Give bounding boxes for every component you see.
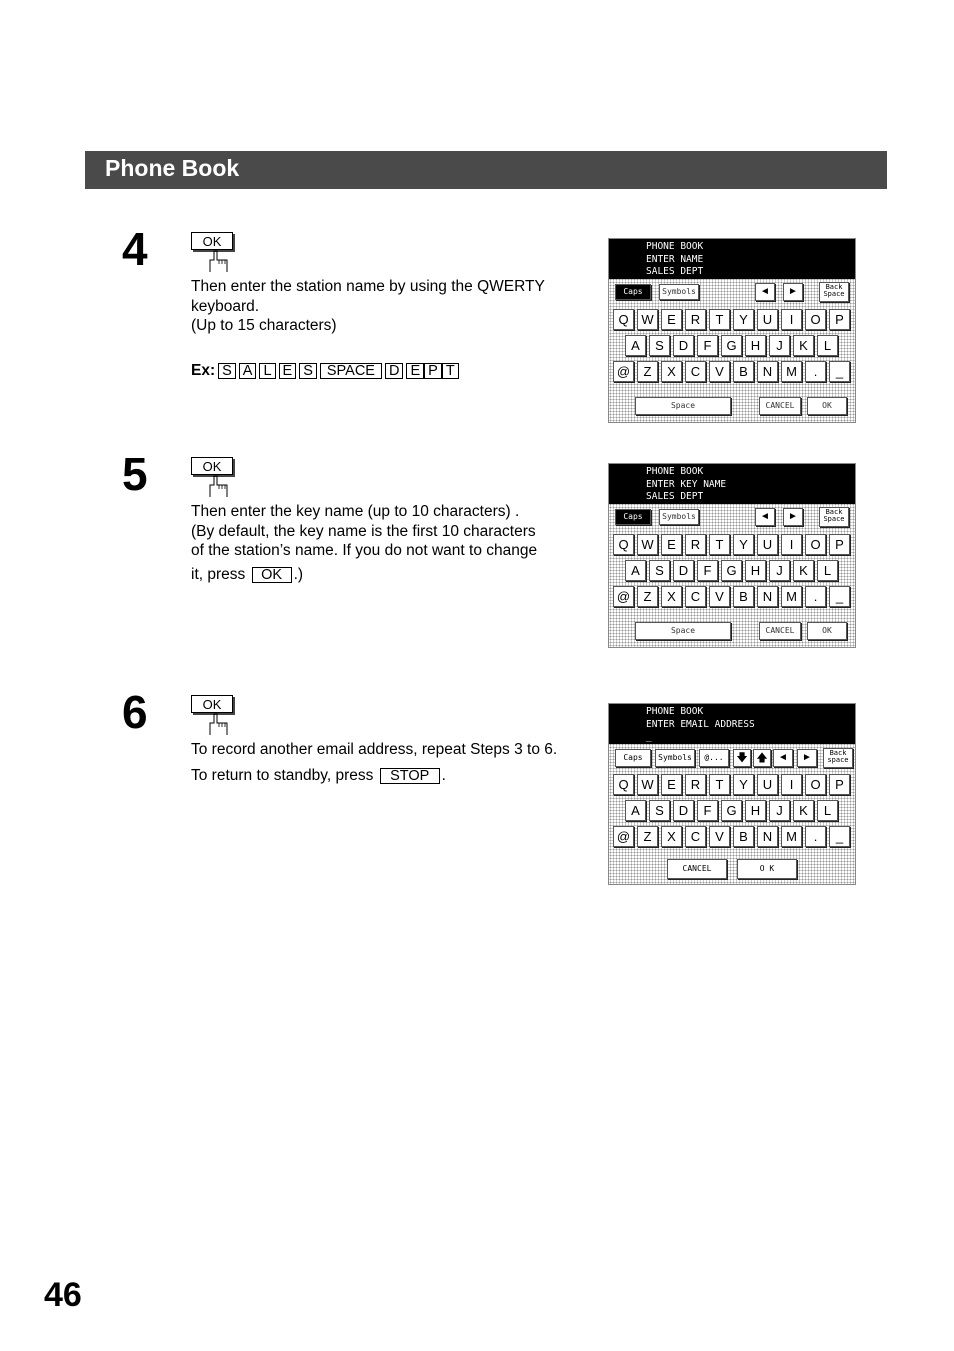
key-p[interactable]: P (829, 534, 850, 555)
back-space-label: Back (825, 508, 843, 516)
step-number: 5 (122, 448, 148, 500)
key-g[interactable]: G (721, 335, 742, 356)
key-c[interactable]: C (685, 586, 706, 607)
example-key: E (406, 363, 424, 379)
symbols-key[interactable]: Symbols (659, 284, 699, 300)
back-space-key[interactable] (823, 748, 853, 768)
lcd-line: ENTER EMAIL ADDRESS (646, 718, 755, 730)
key-underscore[interactable]: _ (829, 826, 850, 847)
back-space-label: Space (823, 515, 845, 523)
lcd-line: PHONE BOOK (646, 241, 704, 252)
key-m[interactable]: M (781, 586, 802, 607)
example-key: S (218, 363, 236, 379)
text-line: of the station’s name. If you do not want to change (191, 542, 538, 559)
key-c[interactable]: C (685, 826, 706, 847)
key-h[interactable]: H (745, 335, 766, 356)
key-p[interactable]: P (829, 309, 850, 330)
key-t[interactable]: T (709, 309, 730, 330)
section-title: Phone Book (105, 155, 240, 181)
key-a[interactable]: A (625, 335, 646, 356)
lcd-panel-enter-name (608, 238, 856, 423)
key-j[interactable]: J (769, 560, 790, 581)
key-y[interactable]: Y (733, 774, 754, 795)
key-v[interactable]: V (709, 826, 730, 847)
lcd-line: SALES DEPT (646, 491, 704, 502)
key-dot[interactable]: . (805, 361, 826, 382)
key-d[interactable]: D (673, 335, 694, 356)
back-space-label: space (827, 756, 849, 764)
stop-key-inline: STOP (380, 768, 440, 784)
lcd-display (609, 704, 855, 744)
key-x[interactable]: X (661, 361, 682, 382)
back-space-label: Back (825, 283, 843, 291)
space-key[interactable]: Space (635, 397, 731, 415)
key-dot[interactable]: . (805, 826, 826, 847)
key-t[interactable]: T (709, 774, 730, 795)
key-i[interactable]: I (781, 534, 802, 555)
key-y[interactable]: Y (733, 309, 754, 330)
key-o[interactable]: O (805, 774, 826, 795)
key-n[interactable]: N (757, 586, 778, 607)
key-e[interactable]: E (661, 534, 682, 555)
example-key: L (259, 363, 275, 379)
step-number: 4 (122, 223, 148, 275)
key-d[interactable]: D (673, 800, 694, 821)
example-line (191, 361, 545, 381)
example-key: D (385, 363, 403, 379)
key-x[interactable]: X (661, 826, 682, 847)
key-underscore[interactable]: _ (829, 586, 850, 607)
left-arrow-key[interactable]: ◄ (755, 508, 775, 526)
key-i[interactable]: I (781, 309, 802, 330)
left-arrow-key[interactable]: ◄ (773, 749, 793, 767)
ok-press-icon (191, 695, 237, 737)
back-space-key[interactable] (819, 282, 849, 302)
key-k[interactable]: K (793, 335, 814, 356)
key-p[interactable]: P (829, 774, 850, 795)
text-fragment: . (441, 766, 446, 784)
step-6-text (191, 740, 557, 785)
key-z[interactable]: Z (637, 586, 658, 607)
key-at[interactable]: @ (613, 586, 634, 607)
back-space-key[interactable] (819, 507, 849, 527)
example-key-space: SPACE (320, 363, 382, 379)
step-4-text (191, 277, 545, 380)
key-l[interactable]: L (817, 800, 838, 821)
lcd-line: ENTER NAME (646, 253, 704, 265)
right-arrow-key[interactable]: ► (783, 283, 803, 301)
key-e[interactable]: E (661, 774, 682, 795)
key-m[interactable]: M (781, 826, 802, 847)
lcd-line: _ (646, 731, 652, 742)
symbols-key[interactable]: Symbols (655, 749, 695, 767)
lcd-panel-enter-key-name (608, 463, 856, 648)
step-number: 6 (122, 686, 148, 738)
text-line-with-key (191, 565, 537, 585)
key-at[interactable]: @ (613, 361, 634, 382)
symbols-key[interactable]: Symbols (659, 509, 699, 525)
key-f[interactable]: F (697, 335, 718, 356)
key-r[interactable]: R (685, 774, 706, 795)
ok-key[interactable]: OK (807, 397, 847, 415)
key-w[interactable]: W (637, 774, 658, 795)
text-line: (Up to 15 characters) (191, 317, 337, 334)
key-n[interactable]: N (757, 826, 778, 847)
text-fragment: To return to standby, press (191, 766, 378, 784)
key-x[interactable]: X (661, 586, 682, 607)
at-dots-key[interactable]: @... (699, 749, 729, 767)
cancel-key[interactable]: CANCEL (667, 859, 727, 879)
key-g[interactable]: G (721, 560, 742, 581)
key-c[interactable]: C (685, 361, 706, 382)
key-w[interactable]: W (637, 309, 658, 330)
key-k[interactable]: K (793, 560, 814, 581)
lcd-line: PHONE BOOK (646, 706, 704, 717)
key-u[interactable]: U (757, 309, 778, 330)
key-f[interactable]: F (697, 800, 718, 821)
up-arrow-key[interactable]: 🡅 (753, 749, 771, 767)
key-j[interactable]: J (769, 335, 790, 356)
key-h[interactable]: H (745, 800, 766, 821)
key-v[interactable]: V (709, 586, 730, 607)
cancel-key[interactable]: CANCEL (759, 397, 801, 415)
key-d[interactable]: D (673, 560, 694, 581)
example-label: Ex: (191, 361, 216, 379)
key-s[interactable]: S (649, 560, 670, 581)
key-underscore[interactable]: _ (829, 361, 850, 382)
key-q[interactable]: Q (613, 774, 634, 795)
pointing-hand-icon (205, 713, 229, 735)
section-header (85, 151, 887, 189)
key-k[interactable]: K (793, 800, 814, 821)
back-space-label: Space (823, 290, 845, 298)
key-v[interactable]: V (709, 361, 730, 382)
example-key: T (442, 363, 459, 379)
key-b[interactable]: B (733, 826, 754, 847)
key-r[interactable]: R (685, 309, 706, 330)
lcd-line: PHONE BOOK (646, 466, 704, 477)
pointing-hand-icon (205, 250, 229, 272)
key-b[interactable]: B (733, 361, 754, 382)
lcd-panel-enter-email (608, 703, 856, 885)
down-arrow-key[interactable]: 🡇 (733, 749, 751, 767)
key-n[interactable]: N (757, 361, 778, 382)
back-space-label: Back (829, 749, 847, 757)
lcd-display (609, 464, 855, 504)
key-o[interactable]: O (805, 309, 826, 330)
key-s[interactable]: S (649, 335, 670, 356)
key-u[interactable]: U (757, 534, 778, 555)
lcd-display (609, 239, 855, 279)
caps-key[interactable]: Caps (615, 284, 651, 300)
text-line: Then enter the key name (up to 10 characters) . (191, 503, 520, 520)
lcd-line: SALES DEPT (646, 266, 704, 277)
text-fragment: it, press (191, 565, 250, 583)
key-b[interactable]: B (733, 586, 754, 607)
key-q[interactable]: Q (613, 534, 634, 555)
ok-key[interactable]: OK (807, 622, 847, 640)
text-fragment: .) (293, 565, 304, 583)
ok-press-icon (191, 457, 237, 499)
caps-key[interactable]: Caps (615, 509, 651, 525)
key-a[interactable]: A (625, 560, 646, 581)
example-key: E (279, 363, 297, 379)
left-arrow-key[interactable]: ◄ (755, 283, 775, 301)
key-a[interactable]: A (625, 800, 646, 821)
key-q[interactable]: Q (613, 309, 634, 330)
key-e[interactable]: E (661, 309, 682, 330)
key-z[interactable]: Z (637, 826, 658, 847)
ok-key: OK (191, 457, 233, 475)
right-arrow-key[interactable]: ► (797, 749, 817, 767)
key-t[interactable]: T (709, 534, 730, 555)
step-5-text (191, 502, 537, 584)
lcd-line: ENTER KEY NAME (646, 478, 727, 490)
key-m[interactable]: M (781, 361, 802, 382)
example-key: P (424, 363, 442, 379)
ok-press-icon (191, 232, 237, 274)
key-o[interactable]: O (805, 534, 826, 555)
key-dot[interactable]: . (805, 586, 826, 607)
page-number: 46 (44, 1276, 82, 1314)
example-key: S (299, 363, 317, 379)
example-key: A (239, 363, 257, 379)
caps-key[interactable]: Caps (615, 749, 651, 767)
text-line: To record another email address, repeat Steps 3 to 6. (191, 741, 558, 758)
key-l[interactable]: L (817, 560, 838, 581)
key-g[interactable]: G (721, 800, 742, 821)
key-at[interactable]: @ (613, 826, 634, 847)
text-line: Then enter the station name by using the QWERTY (191, 278, 545, 295)
text-line-with-key (191, 766, 557, 786)
ok-key: OK (191, 232, 233, 250)
space-key[interactable]: Space (635, 622, 731, 640)
key-h[interactable]: H (745, 560, 766, 581)
ok-key: OK (191, 695, 233, 713)
ok-key[interactable]: O K (737, 859, 797, 879)
key-r[interactable]: R (685, 534, 706, 555)
ok-key-inline: OK (252, 567, 292, 583)
right-arrow-key[interactable]: ► (783, 508, 803, 526)
text-line: keyboard. (191, 297, 260, 315)
key-j[interactable]: J (769, 800, 790, 821)
key-i[interactable]: I (781, 774, 802, 795)
key-u[interactable]: U (757, 774, 778, 795)
key-s[interactable]: S (649, 800, 670, 821)
key-f[interactable]: F (697, 560, 718, 581)
text-line: (By default, the key name is the first 10 characters (191, 522, 536, 540)
key-l[interactable]: L (817, 335, 838, 356)
cancel-key[interactable]: CANCEL (759, 622, 801, 640)
key-w[interactable]: W (637, 534, 658, 555)
key-z[interactable]: Z (637, 361, 658, 382)
pointing-hand-icon (205, 475, 229, 497)
key-y[interactable]: Y (733, 534, 754, 555)
